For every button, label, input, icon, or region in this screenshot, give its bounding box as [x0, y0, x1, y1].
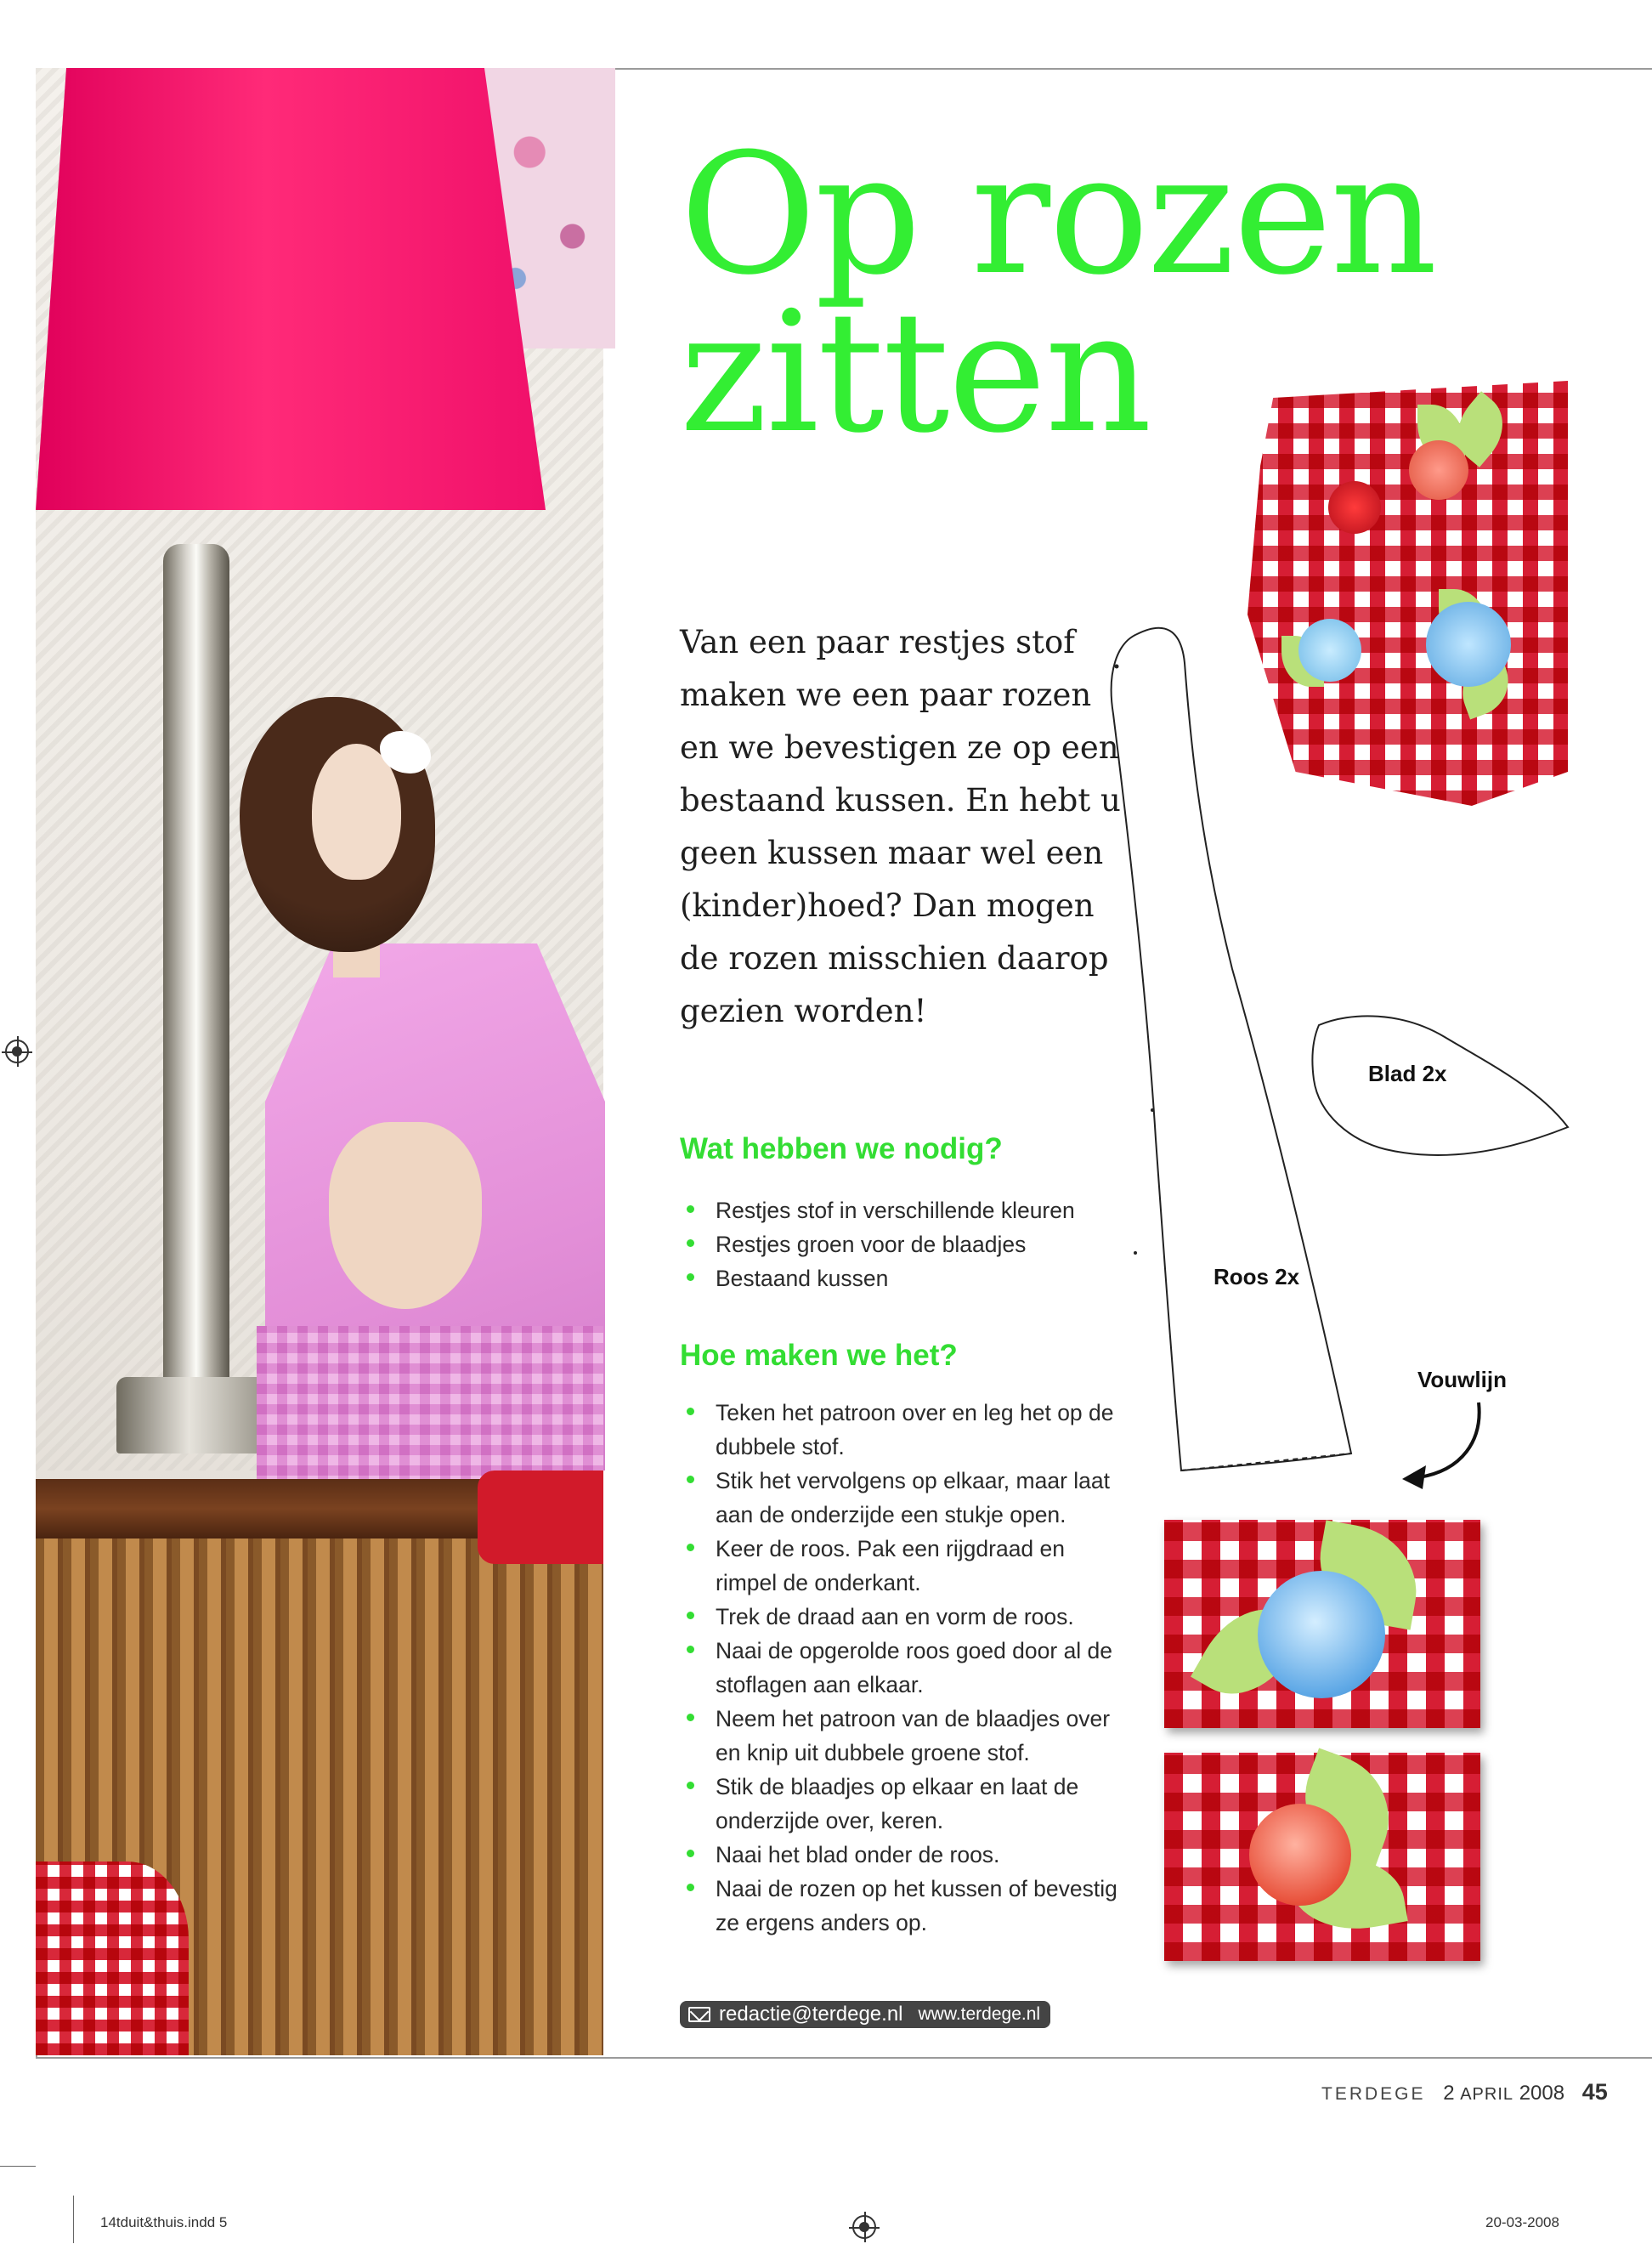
label-fold-line: Vouwlijn: [1417, 1367, 1507, 1392]
list-item: Stik het vervolgens op elkaar, maar laat aan de onderzijde een stukje open.: [680, 1464, 1122, 1532]
mail-icon: [688, 2007, 710, 2022]
list-item: Teken het patroon over en leg het op de dubbele stof.: [680, 1396, 1122, 1464]
fold-arrow: [1419, 1402, 1479, 1477]
doll-lamp-photo: [36, 68, 603, 2055]
issue-month: APRIL: [1460, 2085, 1514, 2104]
slug-filename: 14tduit&thuis.indd 5: [100, 2214, 228, 2230]
list-item: Trek de draad aan en vorm de roos.: [680, 1600, 1122, 1634]
list-item: Naai de opgerolde roos goed door al de stoflagen aan elkaar.: [680, 1634, 1122, 1702]
blue-rose: [1258, 1571, 1385, 1698]
list-item: Restjes groen voor de blaadjes: [680, 1227, 1156, 1261]
contact-bar: [680, 2001, 1050, 2028]
page-number: 45: [1581, 2079, 1608, 2105]
list-item: Neem het patroon van de blaadjes over en knip uit dubbele groene stof.: [680, 1702, 1122, 1770]
label-leaf: Blad 2x: [1368, 1061, 1447, 1086]
lamp-foot: [116, 1377, 278, 1454]
blue-rose-photo: [1164, 1520, 1480, 1728]
contact-email[interactable]: redactie@terdege.nl: [719, 2003, 903, 2026]
slug-date: 20-03-2008: [1485, 2214, 1559, 2230]
slug-rule: [73, 2196, 74, 2243]
rose-pattern-outline: [1112, 628, 1351, 1470]
title-line-2: zitten: [680, 276, 1151, 471]
list-item: Keer de roos. Pak een rijgdraad en rimpel de onderkant.: [680, 1532, 1122, 1600]
page-folio: [1321, 2079, 1608, 2105]
red-rose: [1328, 481, 1381, 534]
pattern-dot: [1134, 1251, 1137, 1255]
red-cushion: [478, 1470, 603, 1564]
list-item: Stik de blaadjes op elkaar en laat de onderzijde over, keren.: [680, 1770, 1122, 1838]
list-item: Naai het blad onder de roos.: [680, 1838, 1122, 1872]
crop-mark: [0, 2166, 36, 2167]
registration-mark-icon: [5, 1040, 29, 1063]
contact-website[interactable]: www.terdege.nl: [918, 2004, 1041, 2024]
title-line-1: Op rozen: [680, 118, 1436, 312]
list-item: Naai de rozen op het kussen of bevestig ze ergens anders op.: [680, 1872, 1122, 1940]
doll-arms: [329, 1122, 482, 1309]
label-rose: Roos 2x: [1214, 1264, 1300, 1289]
red-rose: [1409, 440, 1468, 500]
needs-list: [680, 1193, 1156, 1295]
issue-day: 2: [1443, 2082, 1455, 2105]
issue-year: 2008: [1519, 2082, 1565, 2105]
list-item: Bestaand kussen: [680, 1261, 1156, 1295]
registration-mark-icon: [852, 2215, 876, 2239]
pattern-dot: [1151, 1108, 1154, 1112]
pattern-dot: [1115, 665, 1119, 669]
magazine-name: TERDEGE: [1321, 2084, 1426, 2104]
pink-lamp-shade: [36, 68, 546, 510]
red-rose-photo: [1164, 1753, 1480, 1961]
list-item: Restjes stof in verschillende kleuren: [680, 1193, 1156, 1227]
needs-heading: Wat hebben we nodig?: [680, 1132, 1003, 1165]
steps-list: [680, 1396, 1122, 1940]
brass-lamp-base: [163, 544, 229, 1445]
intro-paragraph: Van een paar restjes stof maken we een paar rozen en we bevestigen ze op een bestaand kussen. En hebt u geen kussen maar wel een (kinder)hoed? Dan mogen de rozen misschien daarop gezien worden!: [680, 624, 1121, 1029]
arrow-head: [1402, 1465, 1426, 1489]
gingham-cushion-corner: [36, 1862, 189, 2055]
red-rose: [1249, 1804, 1351, 1906]
how-heading: Hoe maken we het?: [680, 1339, 958, 1372]
